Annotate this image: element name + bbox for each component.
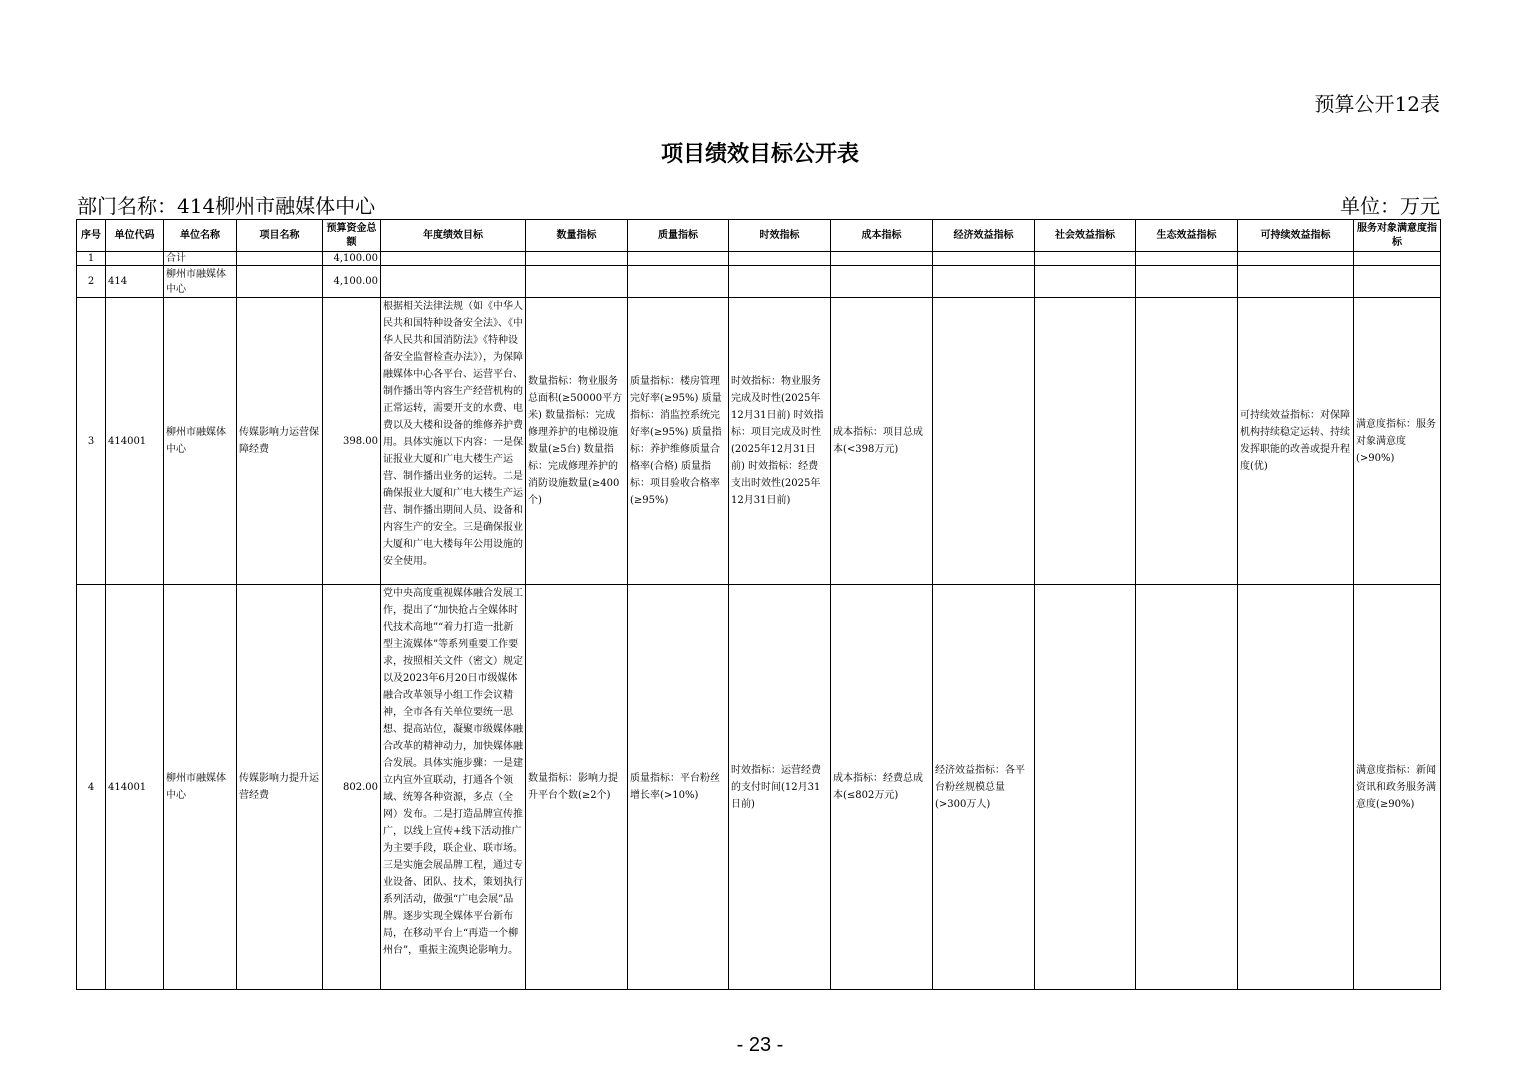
- cell-quantity: [526, 266, 628, 298]
- table-tag: 预算公开12表: [1314, 92, 1440, 116]
- cell-unit: 柳州市融媒体中心: [164, 298, 237, 585]
- col-header: 社会效益指标: [1035, 220, 1136, 252]
- cell-social: [1035, 252, 1136, 266]
- cell-quality: [628, 252, 729, 266]
- cell-economic: [933, 266, 1035, 298]
- cell-cost: 成本指标：经费总成本(≤802万元): [831, 585, 933, 990]
- page-title: 项目绩效目标公开表: [660, 142, 859, 167]
- cell-code: [106, 252, 164, 266]
- cell-goal: [381, 252, 526, 266]
- cell-code: 414001: [106, 585, 164, 990]
- table-row: [77, 298, 1441, 585]
- cell-code: 414: [106, 266, 164, 298]
- unit-label: 单位：万元: [1340, 194, 1440, 218]
- cell-quantity: 数量指标：影响力提升平台个数(≥2个): [526, 585, 628, 990]
- cell-quantity: [526, 252, 628, 266]
- cell-social: [1035, 585, 1136, 990]
- cell-economic: [933, 298, 1035, 585]
- cell-budget: 4,100.00: [323, 252, 381, 266]
- cell-unit: 柳州市融媒体中心: [164, 585, 237, 990]
- cell-goal: 根据相关法律法规（如《中华人民共和国特种设备安全法》、《中华人民共和国消防法》《特种设备安全监督检查办法》），为保障融媒体中心各平台、运营平台、制作播出等内容生产经营机构的正常运转，需要开支的水费、电费以及大楼和设备的维修养护费用。具体实施以下内容：一是保证报业大厦和广电大楼生产运营、制作播出业务的运转。二是确保报业大厦和广电大楼生产运营、制作播出期间人员、设备和内容生产的安全。三是确保报业大厦和广电大楼每年公用设施的安全使用。: [381, 298, 526, 585]
- col-header: 序号: [77, 220, 106, 252]
- col-header: 年度绩效目标: [381, 220, 526, 252]
- cell-satisfaction: [1354, 252, 1441, 266]
- cell-timeliness: [729, 252, 831, 266]
- cell-goal: 党中央高度重视媒体融合发展工作，提出了“加快抢占全媒体时代技术高地”“着力打造一批新型主流媒体”等系列重要工作要求，按照相关文件（密文）规定以及2023年6月20日市级媒体融合改革领导小组工作会议精神，全市各有关单位要统一思想、提高站位，凝聚市级媒体融合改革的精神动力，加快媒体融合发展。具体实施步骤：一是建立内宣外宣联动，打通各个领域、统筹各种资源，多点（全网）发布。二是打造品牌宣传推广，以线上宣传+线下活动推广为主要手段，联企业、联市场。三是实施会展品牌工程，通过专业设备、团队、技术，策划执行系列活动，做强“广电会展”品牌。逐步实现全媒体平台新布局，在移动平台上“再造一个柳州台”，重振主流舆论影响力。: [381, 585, 526, 990]
- cell-project: [237, 252, 323, 266]
- cell-sustainable: [1238, 266, 1354, 298]
- cell-ecological: [1136, 266, 1238, 298]
- col-header: 单位名称: [164, 220, 237, 252]
- cell-budget: 4,100.00: [323, 266, 381, 298]
- cell-social: [1035, 298, 1136, 585]
- cell-ecological: [1136, 298, 1238, 585]
- col-header: 单位代码: [106, 220, 164, 252]
- col-header: 生态效益指标: [1136, 220, 1238, 252]
- cell-cost: 成本指标：项目总成本(<398万元): [831, 298, 933, 585]
- cell-seq: 2: [77, 266, 106, 298]
- cell-timeliness: 时效指标：物业服务完成及时性(2025年12月31日前) 时效指标：项目完成及时性(2025年12月31日前) 时效指标：经费支出时效性(2025年12月31日前): [729, 298, 831, 585]
- cell-social: [1035, 266, 1136, 298]
- cell-satisfaction: 满意度指标：服务对象满意度(>90%): [1354, 298, 1441, 585]
- performance-table: [76, 219, 1441, 990]
- header-row: [77, 220, 1441, 252]
- col-header: 数量指标: [526, 220, 628, 252]
- cell-ecological: [1136, 585, 1238, 990]
- col-header: 可持续效益指标: [1238, 220, 1354, 252]
- col-header: 成本指标: [831, 220, 933, 252]
- cell-quantity: 数量指标：物业服务总面积(≥50000平方米) 数量指标：完成修理养护的电梯设施数量(≥5台) 数量指标：完成修理养护的消防设施数量(≥400个): [526, 298, 628, 585]
- cell-seq: 1: [77, 252, 106, 266]
- col-header: 项目名称: [237, 220, 323, 252]
- page-number: - 23 -: [736, 1034, 784, 1056]
- table-row: [77, 252, 1441, 266]
- col-header: 质量指标: [628, 220, 729, 252]
- cell-sustainable: 可持续效益指标：对保障机构持续稳定运转、持续发挥职能的改善或提升程度(优): [1238, 298, 1354, 585]
- cell-unit: 合计: [164, 252, 237, 266]
- cell-seq: 3: [77, 298, 106, 585]
- cell-quality: [628, 266, 729, 298]
- cell-satisfaction: [1354, 266, 1441, 298]
- cell-sustainable: [1238, 585, 1354, 990]
- cell-timeliness: 时效指标：运营经费的支付时间(12月31日前): [729, 585, 831, 990]
- cell-budget: 802.00: [323, 585, 381, 990]
- cell-project: 传媒影响力运营保障经费: [237, 298, 323, 585]
- cell-goal: [381, 266, 526, 298]
- cell-cost: [831, 252, 933, 266]
- cell-project: [237, 266, 323, 298]
- cell-code: 414001: [106, 298, 164, 585]
- col-header: 服务对象满意度指标: [1354, 220, 1441, 252]
- cell-budget: 398.00: [323, 298, 381, 585]
- col-header: 经济效益指标: [933, 220, 1035, 252]
- cell-quality: 质量指标：楼房管理完好率(≥95%) 质量指标：消监控系统完好率(≥95%) 质量指标：养护维修质量合格率(合格) 质量指标：项目验收合格率(≥95%): [628, 298, 729, 585]
- cell-unit: 柳州市融媒体中心: [164, 266, 237, 298]
- col-header: 时效指标: [729, 220, 831, 252]
- cell-sustainable: [1238, 252, 1354, 266]
- cell-project: 传媒影响力提升运营经费: [237, 585, 323, 990]
- cell-timeliness: [729, 266, 831, 298]
- cell-seq: 4: [77, 585, 106, 990]
- cell-satisfaction: 满意度指标：新闻资讯和政务服务满意度(≥90%): [1354, 585, 1441, 990]
- table-row: [77, 266, 1441, 298]
- department-name: 部门名称：414柳州市融媒体中心: [77, 194, 376, 218]
- cell-cost: [831, 266, 933, 298]
- table-row: [77, 585, 1441, 990]
- cell-economic: [933, 252, 1035, 266]
- cell-economic: 经济效益指标：各平台粉丝规模总量(>300万人): [933, 585, 1035, 990]
- col-header: 预算资金总额: [323, 220, 381, 252]
- cell-ecological: [1136, 252, 1238, 266]
- cell-quality: 质量指标：平台粉丝增长率(>10%): [628, 585, 729, 990]
